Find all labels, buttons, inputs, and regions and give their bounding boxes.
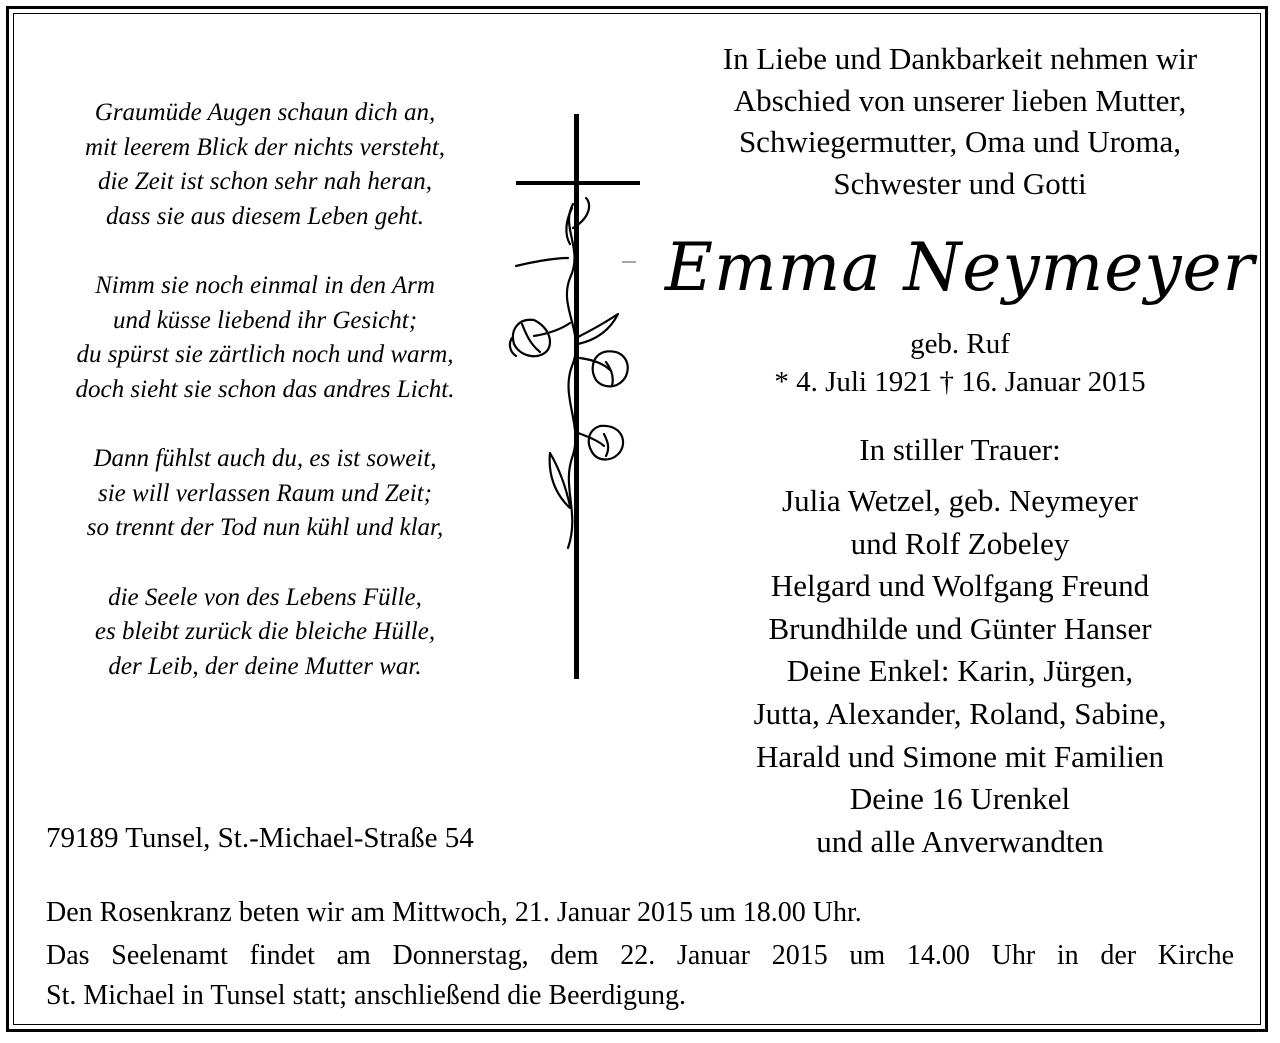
mourner-line: Deine 16 Urenkel xyxy=(849,781,1071,817)
mourning-heading: In stiller Trauer: xyxy=(859,432,1061,467)
birth-name: geb. Ruf xyxy=(910,328,1010,360)
poem-line: Graumüde Augen schaun dich an, xyxy=(94,99,436,126)
poem-line: dass sie aus diesem Leben geht. xyxy=(105,202,425,230)
mourner-line: Helgard und Wolfgang Freund xyxy=(770,568,1150,604)
mourner-line: und Rolf Zobeley xyxy=(850,525,1070,561)
poem-line: die Zeit ist schon sehr nah heran, xyxy=(97,168,432,195)
cross-with-flowers-icon xyxy=(500,108,650,688)
service-details xyxy=(46,893,1234,1016)
poem-line: mit leerem Blick der nichts versteht, xyxy=(84,133,446,161)
intro-line: In Liebe und Dankbarkeit nehmen wir xyxy=(722,41,1198,76)
address: 79189 Tunsel, St.-Michael-Straße 54 xyxy=(46,822,474,854)
poem-stanza-1 xyxy=(30,96,500,234)
poem-line: der Leib, der deine Mutter war. xyxy=(108,652,422,680)
poem-line: es bleibt zurück die bleiche Hülle, xyxy=(94,618,436,645)
poem xyxy=(30,96,500,719)
deceased-name: Emma Neymeyer xyxy=(664,229,1256,306)
mourner-line: Julia Wetzel, geb. Neymeyer xyxy=(782,483,1138,518)
life-dates: * 4. Juli 1921 † 16. Januar 2015 xyxy=(774,366,1146,398)
rosary-info: Den Rosenkranz beten wir am Mittwoch, 21. Januar 2015 um 18.00 Uhr. xyxy=(46,897,862,928)
poem-line: so trennt der Tod nun kühl und klar, xyxy=(86,514,444,541)
mourner-line: Brundhilde und Günter Hanser xyxy=(768,610,1152,646)
mourners-list xyxy=(660,480,1260,863)
poem-line: Nimm sie noch einmal in den Arm xyxy=(95,272,435,299)
mourner-line: und alle Anverwandten xyxy=(816,823,1104,859)
poem-stanza-4 xyxy=(30,581,500,685)
poem-stanza-2 xyxy=(30,269,500,407)
poem-stanza-3 xyxy=(30,442,500,546)
intro-line: Schwester und Gotti xyxy=(833,165,1087,201)
mourner-line: Jutta, Alexander, Roland, Sabine, xyxy=(753,695,1167,731)
intro-text xyxy=(660,38,1260,204)
requiem-info-line-2: St. Michael in Tunsel statt; anschließend die Beerdigung. xyxy=(46,980,687,1011)
mourner-line: Harald und Simone mit Familien xyxy=(755,738,1165,774)
poem-line: doch sieht sie schon das andres Licht. xyxy=(75,375,455,403)
intro-line: Abschied von unserer lieben Mutter, xyxy=(733,82,1187,118)
mourner-line: Deine Enkel: Karin, Jürgen, xyxy=(786,653,1134,689)
poem-line: du spürst sie zärtlich noch und warm, xyxy=(76,341,454,368)
poem-line: sie will verlassen Raum und Zeit; xyxy=(98,479,432,507)
poem-line: und küsse liebend ihr Gesicht; xyxy=(112,306,418,334)
requiem-info-line-1: Das Seelenamt findet am Donnerstag, dem 22. Januar 2015 um 14.00 Uhr in der Kirche xyxy=(46,940,1234,971)
poem-line: die Seele von des Lebens Fülle, xyxy=(108,583,422,611)
intro-line: Schwiegermutter, Oma und Uroma, xyxy=(738,124,1182,159)
poem-line: Dann fühlst auch du, es ist soweit, xyxy=(93,445,437,472)
